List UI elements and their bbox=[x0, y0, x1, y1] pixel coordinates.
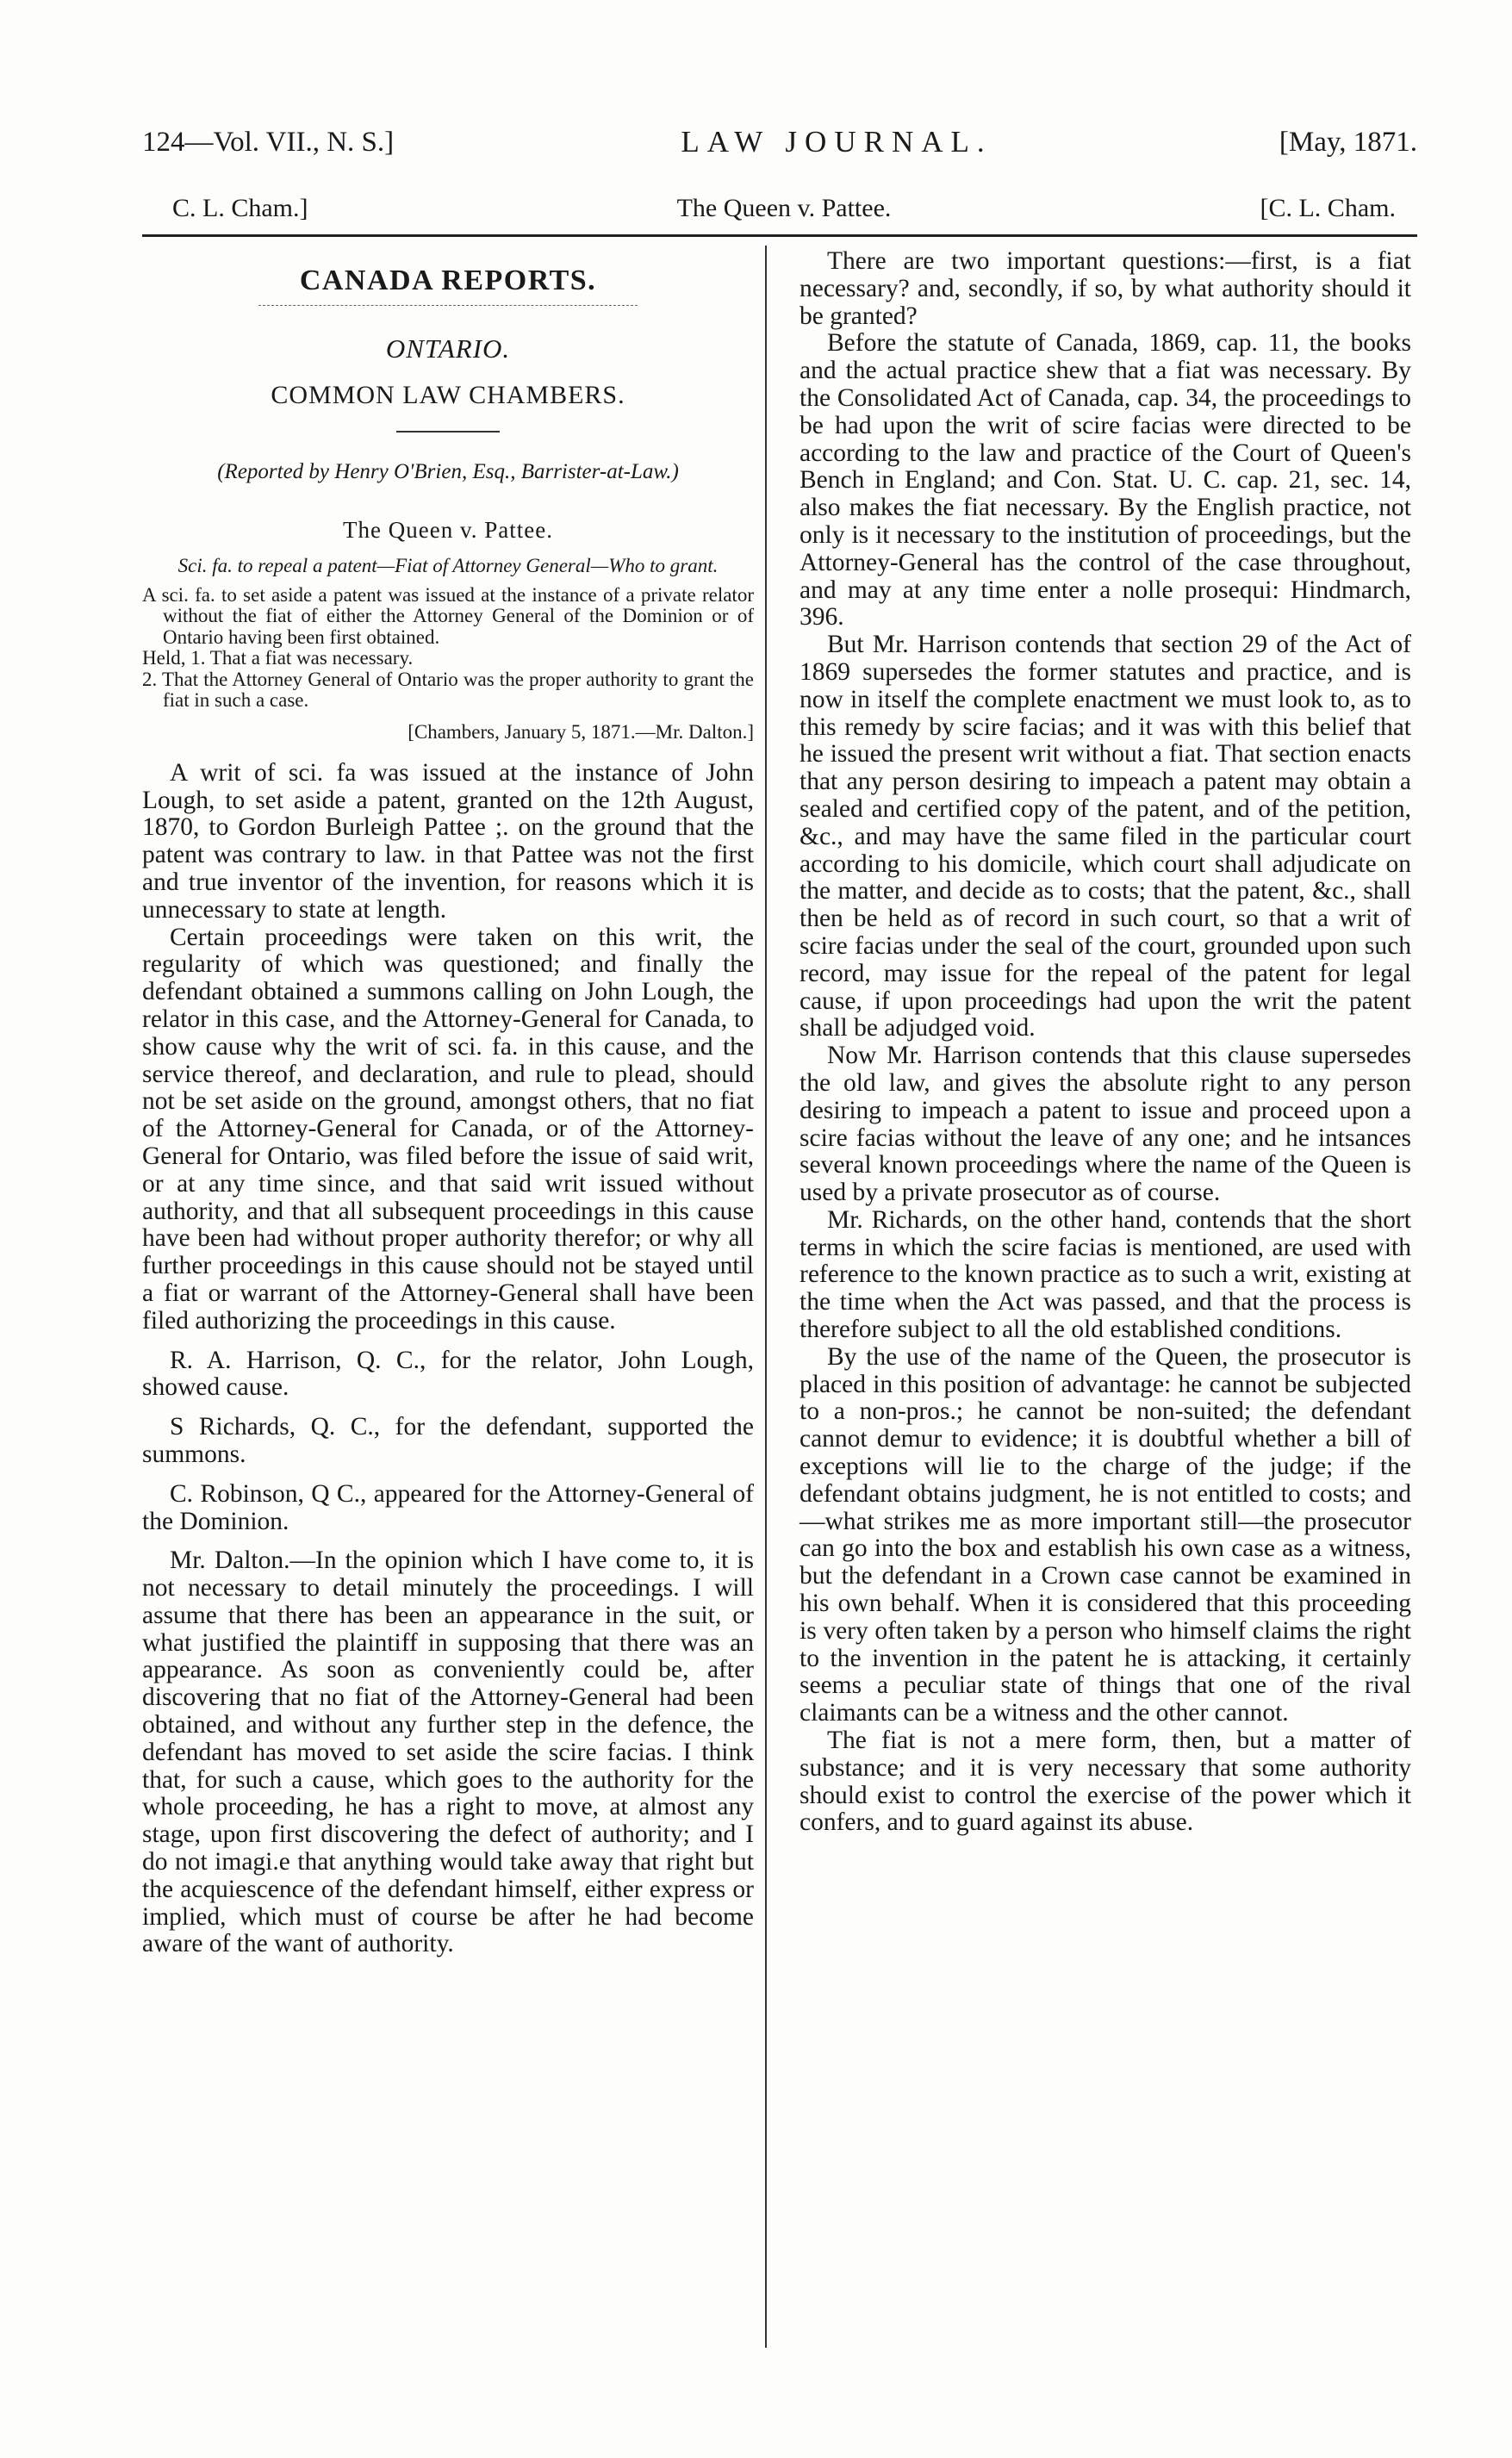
counsel-line: S Richards, Q. C., for the defendant, supported the summons. bbox=[142, 1413, 754, 1468]
right-paragraph: The fiat is not a mere form, then, but a matter of substance; and it is very necessary that some authority should exist to control the exercise of the power which it confers, and to guard against its abuse. bbox=[800, 1727, 1411, 1837]
case-header-court-right: [C. L. Cham. bbox=[1260, 194, 1396, 222]
case-dateline: [Chambers, January 5, 1871.—Mr. Dalton.] bbox=[408, 720, 754, 743]
header-date: [May, 1871. bbox=[1279, 126, 1417, 158]
header-volume: 124—Vol. VII., N. S.] bbox=[142, 126, 395, 158]
left-paragraph: Certain proceedings were taken on this writ, the regularity of which was questioned; and finally the defendant obtained a summons calling on John Lough, the relator in this case, and the Attorney-General for Canada, to show cause why the writ of sci. fa. in this cause, and the service thereof, and declaration, and rule to plead, should not be set aside on the ground, amongst others, that no fiat of the Attorney-General for Canada, or of the Attorney-General for Ontario, was filed before the issue of said writ, or at any time since, and that said writ issued without authority, and that all subsequent proceedings in this cause have been had without proper authority therefor; or why all further proceedings in this cause should not be stayed until a fiat or warrant of the Attorney-General shall have been filed authorizing the proceedings in this cause. bbox=[142, 923, 754, 1335]
right-column bbox=[800, 248, 1411, 1837]
court-rule bbox=[396, 431, 500, 432]
case-headnote: Sci. fa. to repeal a patent—Fiat of Attorney General—Who to grant. bbox=[177, 554, 719, 576]
held-one: Held, 1. That a fiat was necessary. bbox=[142, 647, 414, 669]
right-paragraph: Mr. Richards, on the other hand, contends that the short terms in which the scire facias is mentioned, are used with reference to the known practice as to such a writ, existing at the time when the Act was passed, and that the process is therefore subject to all the old established conditions. bbox=[800, 1205, 1411, 1344]
column-divider bbox=[765, 246, 767, 2348]
case-header-title: The Queen v. Pattee. bbox=[676, 194, 892, 222]
case-header-court-left: C. L. Cham.] bbox=[172, 194, 308, 222]
right-paragraph: Now Mr. Harrison contends that this clause supersedes the old law, and gives the absolute right to any person desiring to impeach a patent to issue and proceed upon a scire facias without the leave of any one; and he intsances several known proceedings where the name of the Queen is used by a private prosecutor as of course. bbox=[800, 1042, 1411, 1207]
court-heading: COMMON LAW CHAMBERS. bbox=[271, 380, 625, 409]
judgment-paragraph: Mr. Dalton.—In the opinion which I have come to, it is not necessary to detail minutely the proceedings. I will assume that there has been an appearance in the suit, or what justified the plaintiff in supposing that there was an appearance. As soon as conveniently could be, after discovering that no fiat of the Attorney-General had been obtained, and without any further step in the defence, the defendant has moved to set aside the scire facias. I think that, for such a cause, which goes to the authority for the whole proceeding, he has a right to move, at almost any stage, upon first discovering the defect of authority; and I do not imagi.e that anything would take away that right but the acquiescence of the defendant himself, either express or implied, which must of course be after he had become aware of the want of authority. bbox=[142, 1546, 754, 1958]
right-paragraph: There are two important questions:—first, is a fiat necessary? and, secondly, if so, by what authority should it be granted? bbox=[800, 247, 1411, 330]
counsel-line: R. A. Harrison, Q. C., for the relator, John Lough, showed cause. bbox=[142, 1346, 754, 1402]
running-header bbox=[142, 121, 1417, 164]
case-summary-block bbox=[142, 585, 754, 712]
header-rule bbox=[142, 234, 1417, 237]
section-rule bbox=[258, 305, 638, 306]
left-paragraph: A writ of sci. fa was issued at the instance of John Lough, to set aside a patent, granted on the 12th August, 1870, to Gordon Burleigh Pattee ;. on the ground that the patent was contrary to law. in that Pattee was not the first and true inventor of the invention, for reasons which it is unnecessary to state at length. bbox=[142, 758, 754, 924]
region-heading: ONTARIO. bbox=[385, 333, 511, 364]
case-title: The Queen v. Pattee. bbox=[343, 517, 553, 544]
held-two: 2. That the Attorney General of Ontario was the proper authority to grant the fiat in such a case. bbox=[142, 668, 754, 712]
reporter-line: (Reported by Henry O'Brien, Esq., Barrister-at-Law.) bbox=[217, 460, 679, 484]
counsel-line: C. Robinson, Q C., appeared for the Attorney-General of the Dominion. bbox=[142, 1479, 754, 1535]
case-header bbox=[172, 191, 1396, 226]
header-journal-title: LAW JOURNAL. bbox=[681, 125, 992, 159]
left-column bbox=[142, 248, 754, 1958]
right-paragraph: By the use of the name of the Queen, the prosecutor is placed in this position of advantage: he cannot be subjected to a non-pros.; he cannot be non-suited; the defendant cannot demur to evidence; it is doubtful whether a bill of exceptions will lie to the charge of the judge; if the defendant obtains judgment, he is not entitled to costs; and—what strikes me as more important still—the prosecutor can go into the box and establish his own case as a witness, but the defendant in a Crown case cannot be examined in his own behalf. When it is considered that this proceeding is very often taken by a person who himself claims the right to the invention in the patent he is attacking, it certainly seems a peculiar state of things that one of the rival claimants can be a witness and the other cannot. bbox=[800, 1342, 1411, 1727]
right-paragraph: But Mr. Harrison contends that section 29 of the Act of 1869 supersedes the former statutes and practice, and is now in itself the complete enactment we must look to, as to this remedy by scire facias; and it was with this belief that he issued the present writ without a fiat. That section enacts that any person desiring to impeach a patent may obtain a sealed and certified copy of the patent, and of the petition, &c., and may have the same filed in the particular court according to his domicile, which court shall adjudicate on the matter, and decide as to costs; that the patent, &c., shall then be held as of record in such court, so that a writ of scire facias under the seal of the court, grounded upon such record, may issue for the repeal of the patent for legal cause, if upon proceedings had upon the writ the patent shall be adjudged void. bbox=[800, 631, 1411, 1042]
section-title: CANADA REPORTS. bbox=[299, 264, 597, 296]
case-summary: A sci. fa. to set aside a patent was issued at the instance of a private relator without the fiat of either the Attorney General of the Dominion or of Ontario having been first obtained. bbox=[142, 583, 754, 648]
right-paragraph: Before the statute of Canada, 1869, cap. 11, the books and the actual practice shew that a fiat was necessary. By the Consolidated Act of Canada, cap. 34, the proceedings to be had upon the writ of scire facias were directed to be according to the law and practice of the Court of Queen's Bench in England; and Con. Stat. U. C. cap. 21, sec. 14, also makes the fiat necessary. By the English practice, not only is it necessary to the institution of proceedings, but the Attorney-General has the control of the case throughout, and may at any time enter a nolle prosequi: Hindmarch, 396. bbox=[800, 329, 1411, 632]
